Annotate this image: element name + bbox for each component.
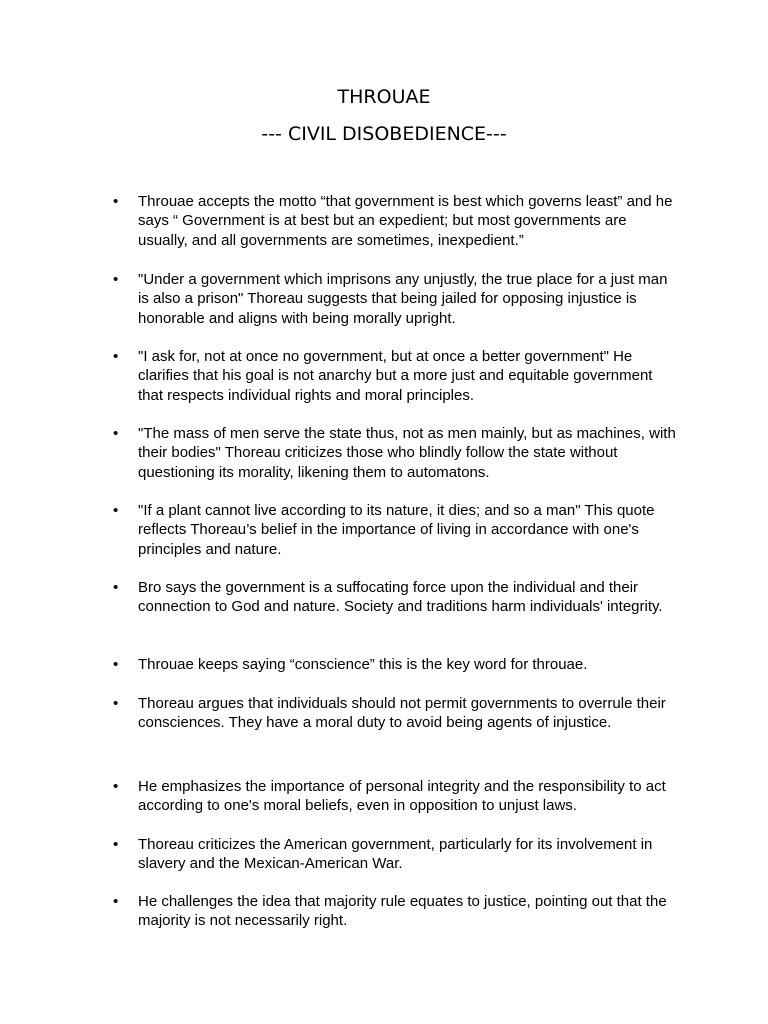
bullet-icon: • [113,893,119,910]
bullet-icon: • [113,778,119,795]
bullet-icon: • [113,271,119,288]
bullet-text: Throuae keeps saying “conscience” this is the key word for throuae. [138,656,588,673]
bullet-text: He emphasizes the importance of personal integrity and the responsibility to act according to one's moral beliefs, even in opposition to unjust laws. [138,778,666,815]
bullet-text: Thoreau argues that individuals should not permit governments to overrule their consciences. They have a moral duty to avoid being agents of injustice. [138,695,666,732]
page-subtitle: --- CIVIL DISOBEDIENCE--- [261,123,507,145]
bullet-text: Thoreau criticizes the American government, particularly for its involvement in slavery and the Mexican-American War. [138,836,653,873]
bullet-icon: • [113,695,119,712]
bullet-icon: • [113,656,119,673]
bullet-icon: • [113,425,119,442]
bullet-icon: • [113,502,119,519]
bullet-icon: • [113,193,119,210]
page-title: THROUAE [337,86,431,108]
bullet-icon: • [113,348,119,365]
bullet-icon: • [113,836,119,853]
bullet-text: He challenges the idea that majority rule equates to justice, pointing out that the majority is not necessarily right. [138,893,667,930]
bullet-text: "I ask for, not at once no government, but at once a better government" He clarifies that his goal is not anarchy but a more just and equitable government that respects individual rights and moral principles. [138,348,653,404]
bullet-icon: • [113,579,119,596]
bullet-text: "Under a government which imprisons any unjustly, the true place for a just man is also a prison" Thoreau suggests that being jailed for opposing injustice is honorable and aligns with being morally upright. [138,271,668,327]
bullet-text: Bro says the government is a suffocating force upon the individual and their connection to God and nature. Society and traditions harm individuals' integrity. [138,579,663,616]
bullet-text: Throuae accepts the motto “that government is best which governs least” and he says “ Government is at best but an expedient; but most governments are usually, and all governments are sometimes, inexpedient.” [138,193,673,249]
bullet-text: "The mass of men serve the state thus, not as men mainly, but as machines, with their bodies" Thoreau criticizes those who blindly follow the state without questioning its morality, likening them to automatons. [138,425,676,481]
bullet-text: "If a plant cannot live according to its nature, it dies; and so a man" This quote reflects Thoreau’s belief in the importance of living in accordance with one's principles and nature. [138,502,655,558]
